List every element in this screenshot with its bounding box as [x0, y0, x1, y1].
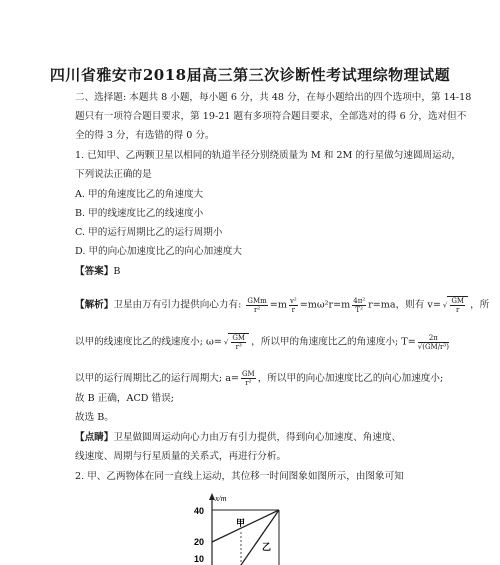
analysis-text-3a: 以甲的运行周期比乙的运行周期大; [75, 373, 223, 384]
option-b: B. 甲的线速度比乙的线速度小 [75, 208, 204, 219]
formula-accel: $\frac{GM}{\text{r²}}$ [241, 370, 255, 387]
formula-v: √ $\frac{GM}{r}$ [443, 296, 468, 314]
tick-20: 20 [194, 537, 205, 547]
analysis-text-3b: ，所以甲的向心加速度比乙的向心加速度小; [257, 373, 444, 384]
point-line-1 [75, 432, 401, 444]
analysis-text-1-tail: ，所 [470, 299, 490, 311]
analysis-line-1: 【解析】卫星由万有引力提供向心力有: $\frac{\text{GMm}}{\text{r²}}$ =m $\frac{\text{v²}}{r}$ =mω²r=m $\frac{\text{4π²}}{\text{T²}}$ r=ma，则有 v= √ $\frac{GM}{r}$ ，所 [75, 296, 490, 314]
formula-gravity: $\frac{\text{GMm}}{\text{r²}}$ [247, 296, 267, 314]
point-label: 【点睛】 [75, 432, 114, 443]
analysis-line-2: 以甲的线速度比乙的线速度小; ω= √ $\frac{GM}{\text{r³}}$ ，所以甲的角速度比乙的角速度小; T= $\frac{2\pi}{\text{√(GM/r³)}}$ [75, 333, 449, 351]
analysis-line-3: 以甲的运行周期比乙的运行周期大; a= $\frac{GM}{\text{r²}}$ ，所以甲的向心加速度比乙的向心加速度小; [75, 370, 444, 387]
analysis-line-5: 故选 B。 [75, 412, 114, 423]
section-instructions-3: 全的得 3 分，有选错的得 0 分。 [75, 130, 215, 141]
section-instructions-2: 题只有一项符合题目要求，第 19-21 题有多项符合题目要求，全部选对的得 6 分，选对但不 [75, 111, 467, 122]
label-yi: 乙 [262, 543, 272, 553]
section-instructions-1: 二、选择题: 本题共 8 小题，每小题 6 分，共 48 分，在每小题给出的四个选项中，第 14-18 [75, 92, 472, 103]
page-title: 四川省雅安市2018届高三第三次诊断性考试理综物理试题 [49, 66, 451, 84]
answer-line [75, 266, 120, 278]
question-1-stem: 1. 已知甲、乙两颗卫星以相同的轨道半径分别绕质量为 M 和 2M 的行星做匀速圆周运动， [75, 150, 461, 161]
option-d: D. 甲的向心加速度比乙的向心加速度大 [75, 246, 242, 257]
tick-10: 10 [194, 554, 205, 564]
tick-40: 40 [194, 506, 205, 516]
formula-period: $\frac{2\pi}{\text{√(GM/r³)}}$ [417, 333, 449, 351]
analysis-text-1-end: ，则有 [395, 299, 425, 311]
line-jia [212, 510, 279, 542]
formula-omega: √ $\frac{GM}{\text{r³}}$ [224, 333, 249, 351]
option-c: C. 甲的运行周期比乙的运行周期小 [75, 227, 223, 238]
answer-label: 【答案】 [75, 266, 114, 277]
analysis-text-2b: ，所以甲的角速度比乙的角速度小; [251, 336, 399, 348]
analysis-label: 【解析】 [75, 299, 114, 311]
position-time-graph [184, 492, 304, 565]
analysis-text-1: 卫星由万有引力提供向心力有: [113, 299, 242, 311]
question-2-stem: 2. 甲、乙两物体在同一直线上运动，其位移一时间图象如图所示，由图象可知 [75, 471, 404, 482]
answer-value: B [113, 266, 121, 277]
point-line-2: 线速度、周期与行星质量的关系式，再进行分析。 [75, 451, 287, 462]
point-text-1: 卫星做圆周运动向心力由万有引力提供，得到向心加速度、角速度、 [113, 432, 402, 443]
label-jia: 甲 [236, 519, 246, 529]
analysis-text-2a: 以甲的线速度比乙的线速度小; [75, 336, 203, 348]
y-axis-label: x/m [215, 494, 227, 503]
question-1-stem-cont: 下列说法正确的是 [75, 169, 152, 180]
line-yi [241, 510, 279, 565]
option-a: A. 甲的角速度比乙的角速度大 [75, 189, 204, 200]
analysis-line-4: 故 B 正确，ACD 错误; [75, 393, 174, 404]
